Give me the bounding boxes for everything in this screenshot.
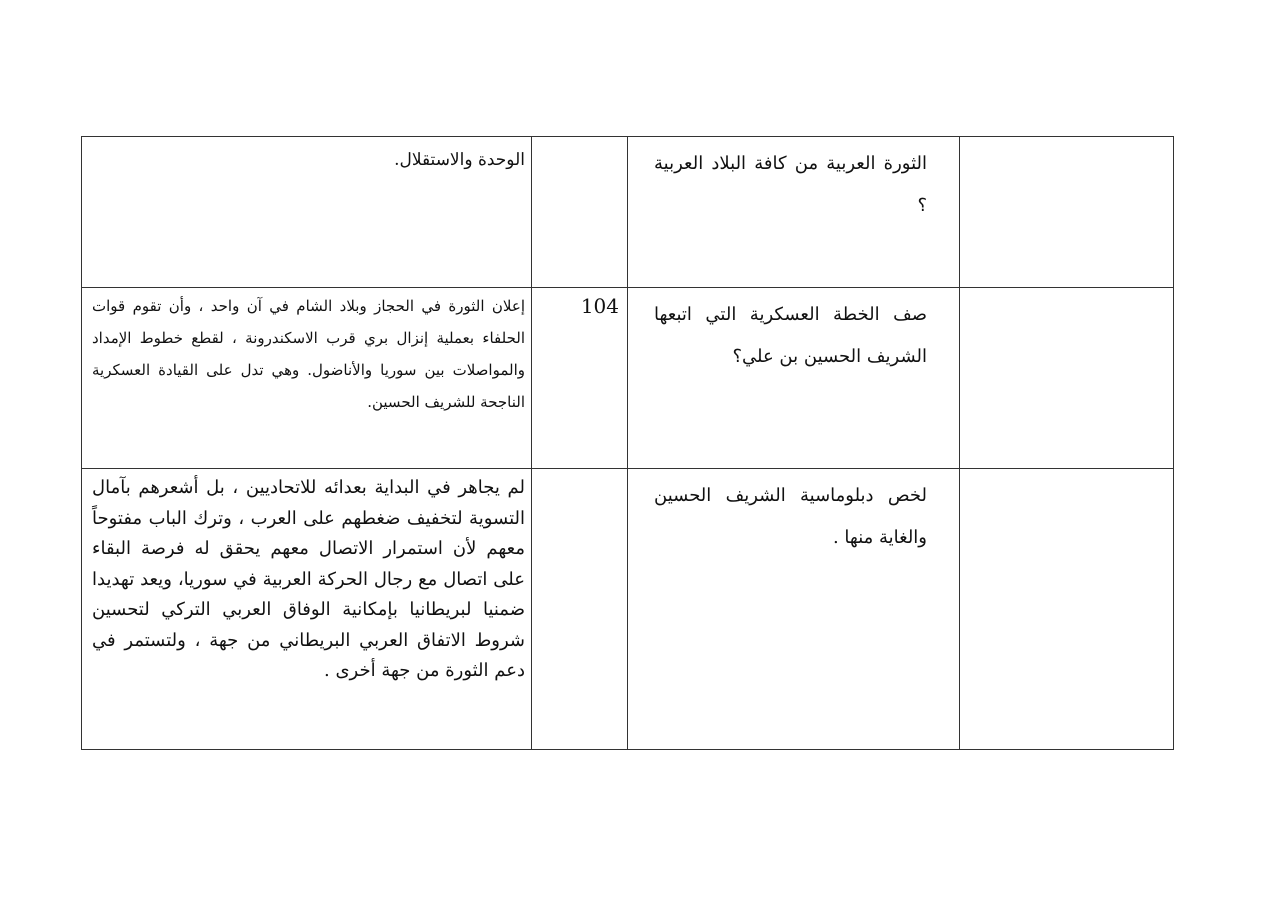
table-row xyxy=(82,137,1174,288)
question-text: لخص دبلوماسية الشريف الحسين والغاية منها . xyxy=(654,485,927,548)
answer-cell xyxy=(82,288,532,469)
question-cell xyxy=(628,137,960,288)
question-cell xyxy=(628,288,960,469)
page-number xyxy=(532,469,627,475)
blank-cell xyxy=(960,469,1174,750)
question-text: الثورة العربية من كافة البلاد العربية ؟ xyxy=(654,153,927,216)
answer-text: إعلان الثورة في الحجاز وبلاد الشام في آن واحد ، وأن تقوم قوات الحلفاء بعملية إنزال بري قرب الاسكندرونة ، لقطع خطوط الإمداد والمواصلات بين سوريا والأناضول. وهي تدل على القيادة العسكرية الناجحة للشريف الحسين. xyxy=(92,297,525,411)
page-number-cell xyxy=(532,137,628,288)
page-number xyxy=(532,137,627,143)
answer-cell xyxy=(82,137,532,288)
blank-cell xyxy=(960,137,1174,288)
answer-text: لم يجاهر في البداية بعدائه للاتحاديين ، بل أشعرهم بآمال التسوية لتخفيف ضغطهم على العرب ، وترك الباب مفتوحاً معهم لأن استمرار الاتصال معهم يحقق له فرصة البقاء على اتصال مع رجال الحركة العربية في سوريا، ويعد تهديدا ضمنيا لبريطانيا بإمكانية الوفاق العربي التركي لتحسين شروط الاتفاق العربي البريطاني من جهة ، ولتستمر في دعم الثورة من جهة أخرى . xyxy=(92,477,525,681)
answer-text: الوحدة والاستقلال. xyxy=(394,150,525,170)
page-number: 104 xyxy=(580,294,619,318)
page-number-cell xyxy=(532,469,628,750)
blank-cell xyxy=(960,288,1174,469)
question-answer-table xyxy=(81,136,1174,750)
answer-cell xyxy=(82,469,532,750)
table-row xyxy=(82,469,1174,750)
question-cell xyxy=(628,469,960,750)
table-row xyxy=(82,288,1174,469)
question-text: صف الخطة العسكرية التي اتبعها الشريف الحسين بن علي؟ xyxy=(654,304,927,367)
page-number-cell xyxy=(532,288,628,469)
